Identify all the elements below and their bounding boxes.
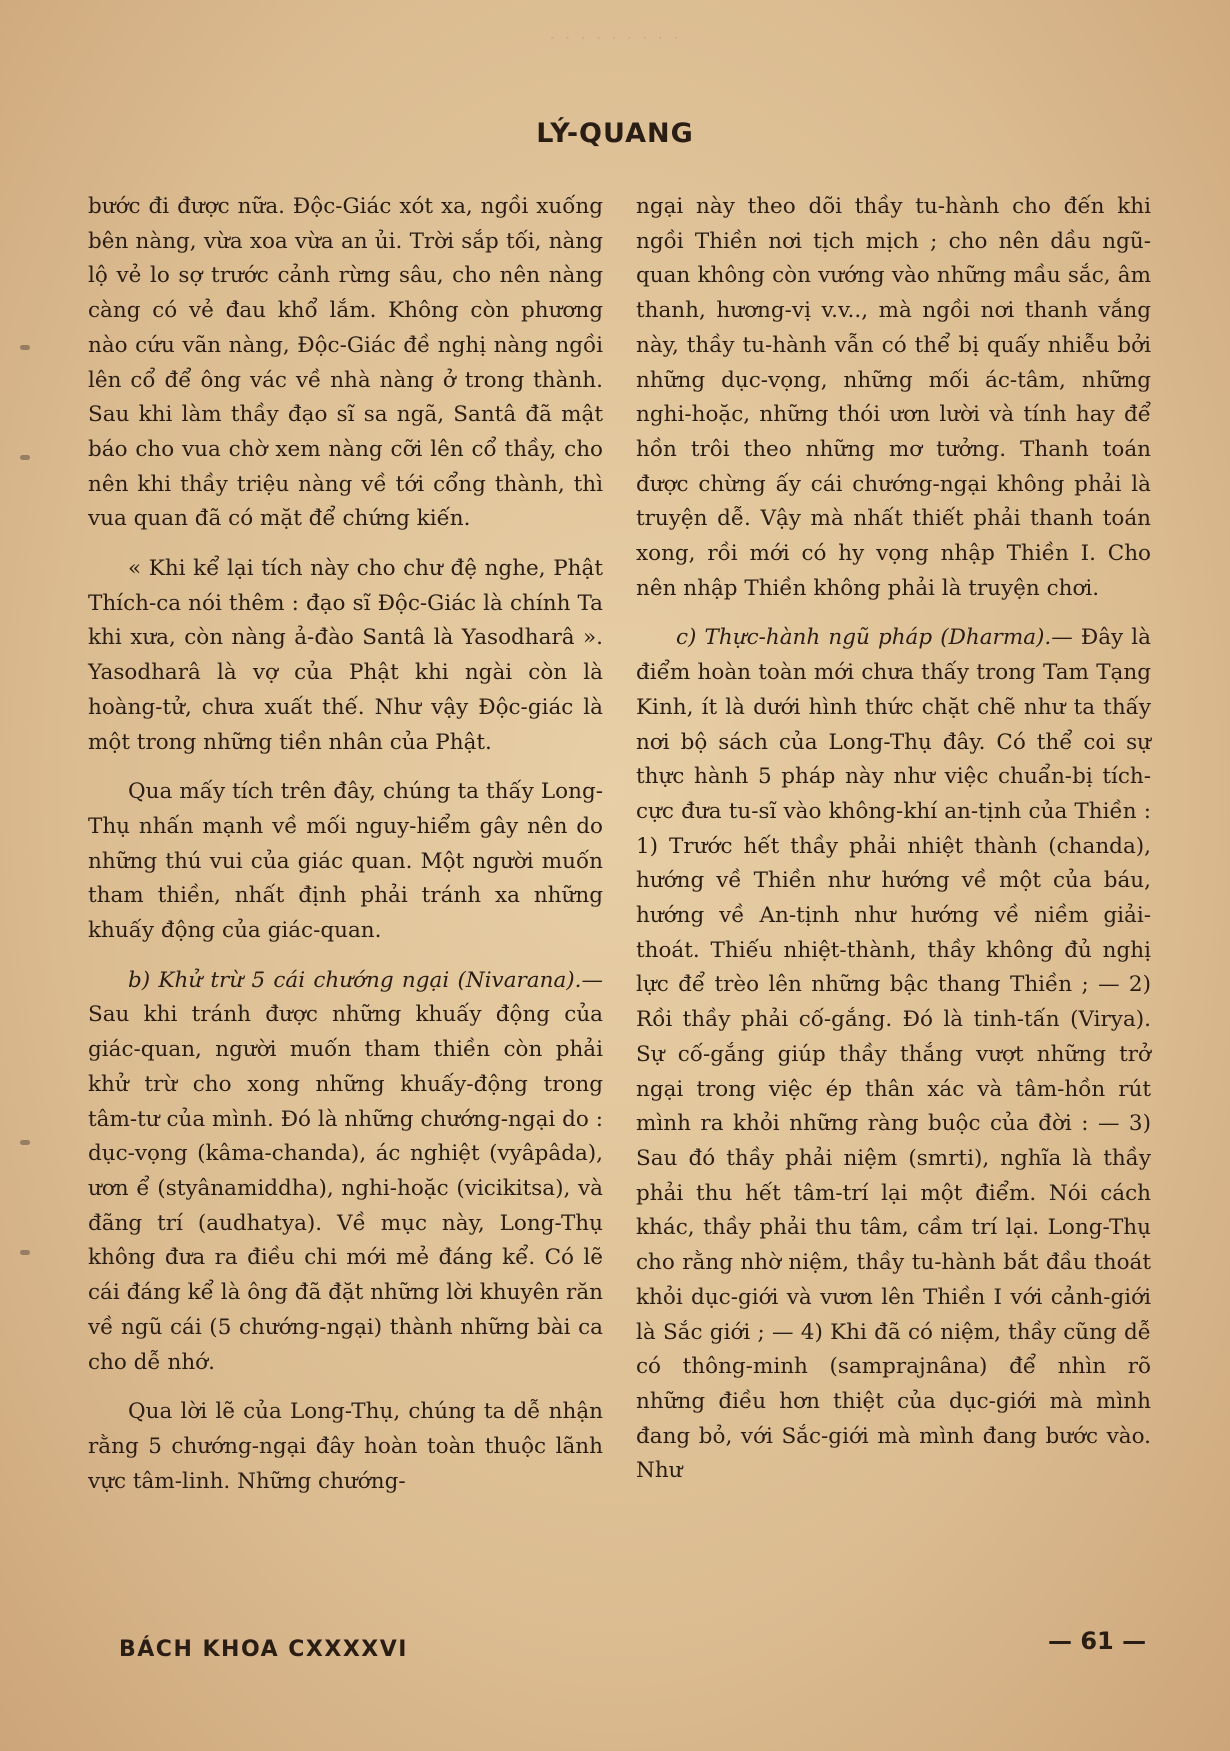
right-column: [636, 190, 1151, 1504]
paragraph: bước đi được nữa. Độc-Giác xót xa, ngồi xuống bên nàng, vừa xoa vừa an ủi. Trời sắp tối, nàng lộ vẻ lo sợ trước cảnh rừng sâu, cho nên nàng càng có vẻ đau khổ lắm. Không còn phương nào cứu vãn nàng, Độc-Giác đề nghị nàng ngồi lên cổ để ông vác về nhà nàng ở trong thành. Sau khi làm thầy đạo sĩ sa ngã, Santâ đã mật báo cho vua chờ xem nàng cỡi lên cổ thầy, cho nên khi thầy triệu nàng về tới cổng thành, thì vua quan đã có mặt để chứng kiến.: [88, 194, 603, 532]
paragraph: [636, 621, 1151, 1489]
margin-mark: [20, 1140, 30, 1145]
paragraph: ngại này theo dõi thầy tu-hành cho đến khi ngồi Thiền nơi tịch mịch ; cho nên dầu ngũ-quan không còn vướng vào những mầu sắc, âm thanh, hương-vị v.v.., mà ngồi nơi thanh vắng này, thầy tu-hành vẫn có thể bị quấy nhiễu bởi những dục-vọng, những mối ác-tâm, những nghi-hoặc, những thói ươn lười và tính hay để hồn trôi theo những mơ tưởng. Thanh toán được chừng ấy cái chướng-ngại không phải là truyện dễ. Vậy mà nhất thiết phải thanh toán xong, rồi mới có hy vọng nhập Thiền I. Cho nên nhập Thiền không phải là truyện chơi.: [636, 194, 1151, 601]
magazine-issue: BÁCH KHOA CXXXXVI: [119, 1637, 408, 1662]
paragraph-text: Sau khi tránh được những khuấy động của giác-quan, người muốn tham thiền còn phải khử trừ cho xong những khuấy-động trong tâm-tư của mình. Đó là những chướng-ngại do : dục-vọng (kâma-chanda), ác nghiệt (vyâpâda), ươn ể (styânamiddha), nghi-hoặc (vicikitsa), và đãng trí (audhatya). Về mục này, Long-Thụ không đưa ra điều chi mới mẻ đáng kể. Có lẽ cái đáng kể là ông đã đặt những lời khuyên răn về ngũ cái (5 chướng-ngại) thành những bài ca cho dễ nhớ.: [88, 1002, 603, 1375]
margin-mark: [20, 1250, 30, 1255]
margin-mark: [20, 345, 30, 350]
paragraph: Qua mấy tích trên đây, chúng ta thấy Long-Thụ nhấn mạnh về mối nguy-hiểm gây nên do những thú vui của giác quan. Một người muốn tham thiền, nhất định phải tránh xa những khuấy động của giác-quan.: [88, 779, 603, 944]
page-number: — 61 —: [1048, 1627, 1147, 1655]
section-heading: b) Khử trừ 5 cái chướng ngại (Nivarana).—: [128, 967, 603, 993]
paragraph-text: Đây là điểm hoàn toàn mới chưa thấy trong Tam Tạng Kinh, ít là dưới hình thức chặt chẽ như ta thấy nơi bộ sách của Long-Thụ đây. Có thể coi sự thực hành 5 pháp này như việc chuẩn-bị tích-cực đưa tu-sĩ vào không-khí an-tịnh của Thiền : 1) Trước hết thầy phải nhiệt thành (chanda), hướng về Thiền như hướng về một của báu, hướng về An-tịnh như hướng về niềm giải-thoát. Thiếu nhiệt-thành, thầy không đủ nghị lực để trèo lên những bậc thang Thiền ; — 2) Rồi thầy phải cố-gắng. Đó là tinh-tấn (Virya). Sự cố-gắng giúp thầy thắng vượt những trở ngại trong việc ép thân xác và tâm-hồn rút mình ra khỏi những ràng buộc của đời : — 3) Sau đó thầy phải niệm (smrti), nghĩa là thầy phải thu hết tâm-trí lại một điểm. Nói cách khác, thầy phải thu tâm, cầm trí lại. Long-Thụ cho rằng nhờ niệm, thầy tu-hành bắt đầu thoát khỏi dục-giới và vươn lên Thiền I với cảnh-giới là Sắc giới ; — 4) Khi đã có niệm, thầy cũng dễ có thông-minh (samprajnâna) để nhìn rõ những điều hơn thiệt của dục-giới mà mình đang bỏ, với Sắc-giới mà mình đang bước vào. Như: [636, 625, 1151, 1484]
faint-top-strip: · · · · · · · · ·: [549, 28, 681, 49]
paragraph: Qua lời lẽ của Long-Thụ, chúng ta dễ nhận rằng 5 chướng-ngại đây hoàn toàn thuộc lãnh vực tâm-linh. Những chướng-: [88, 1399, 603, 1494]
paragraph: [88, 964, 603, 1380]
page-header: LÝ-QUANG: [536, 118, 694, 149]
left-column: [88, 190, 603, 1514]
section-heading: c) Thực-hành ngũ pháp (Dharma).—: [676, 625, 1073, 651]
margin-mark: [20, 455, 30, 460]
paragraph: « Khi kể lại tích này cho chư đệ nghe, Phật Thích-ca nói thêm : đạo sĩ Độc-Giác là chính Ta khi xưa, còn nàng ả-đào Santâ là Yasodharâ ». Yasodharâ là vợ của Phật khi ngài còn là hoàng-tử, chưa xuất thế. Như vậy Độc-giác là một trong những tiền nhân của Phật.: [88, 556, 603, 755]
